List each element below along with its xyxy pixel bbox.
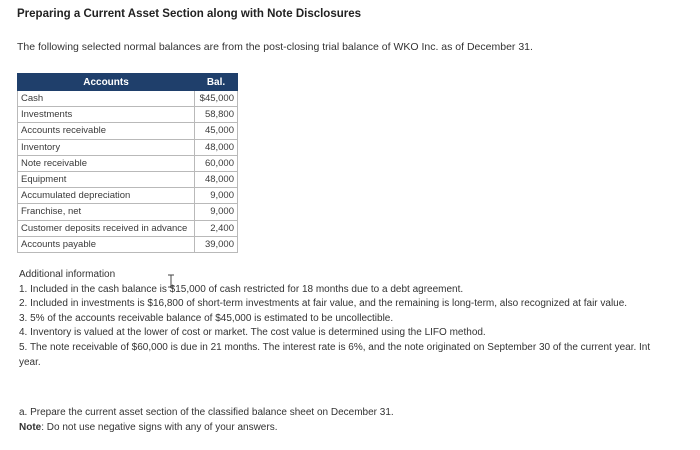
table-row [18,204,238,220]
table-header-row [18,74,238,91]
part-a-section [19,405,394,435]
part-a-instruction: a. Prepare the current asset section of the classified balance sheet on December 31. [19,407,394,418]
header-balance: Bal. [195,74,238,91]
info-item-3: 3. 5% of the accounts receivable balance of $45,000 is estimated to be uncollectible. [19,312,394,324]
account-balance: 9,000 [195,188,238,204]
account-name: Equipment [18,171,195,187]
table-row [18,236,238,252]
table-row [18,220,238,236]
table-row [18,139,238,155]
additional-heading: Additional information [19,269,116,280]
info-item-2: 2. Included in investments is $16,800 of short-term investments at fair value, and the remaining is long-term, also recognized at fair value. [19,298,628,310]
account-name: Cash [18,91,195,107]
info-item-4: 4. Inventory is valued at the lower of cost or market. The cost value is determined using the LIFO method. [19,327,486,339]
account-balance: 45,000 [195,123,238,139]
account-balance: 48,000 [195,171,238,187]
table-row [18,107,238,123]
account-name: Inventory [18,139,195,155]
account-name: Accounts payable [18,236,195,252]
account-balance: 60,000 [195,155,238,171]
info-item-5-continuation: year. [19,356,41,368]
table-row [18,91,238,107]
account-name: Accumulated depreciation [18,188,195,204]
table-row [18,188,238,204]
note-label: Note [19,422,42,433]
account-balance: 39,000 [195,236,238,252]
account-balance: 58,800 [195,107,238,123]
account-name: Accounts receivable [18,123,195,139]
text-cursor-icon [167,274,175,288]
page-title: Preparing a Current Asset Section along with Note Disclosures [17,8,362,20]
trial-balance-table [17,73,238,253]
account-name: Investments [18,107,195,123]
info-item-5: 5. The note receivable of $60,000 is due in 21 months. The interest rate is 6%, and the note originated on September 30 of the current year. Int [19,341,651,353]
account-balance: 48,000 [195,139,238,155]
account-name: Franchise, net [18,204,195,220]
account-balance: $45,000 [195,91,238,107]
account-balance: 9,000 [195,204,238,220]
header-accounts: Accounts [18,74,195,91]
account-name: Customer deposits received in advance [18,220,195,236]
account-name: Note receivable [18,155,195,171]
table-row [18,123,238,139]
intro-text: The following selected normal balances are from the post-closing trial balance of WKO Inc. as of December 31. [17,41,533,53]
additional-information [19,268,699,370]
part-a-note [19,420,394,435]
account-balance: 2,400 [195,220,238,236]
table-row [18,171,238,187]
info-item-1: 1. Included in the cash balance is $15,000 of cash restricted for 18 months due to a debt agreement. [19,283,464,295]
table-row [18,155,238,171]
note-text: : Do not use negative signs with any of your answers. [41,422,278,433]
